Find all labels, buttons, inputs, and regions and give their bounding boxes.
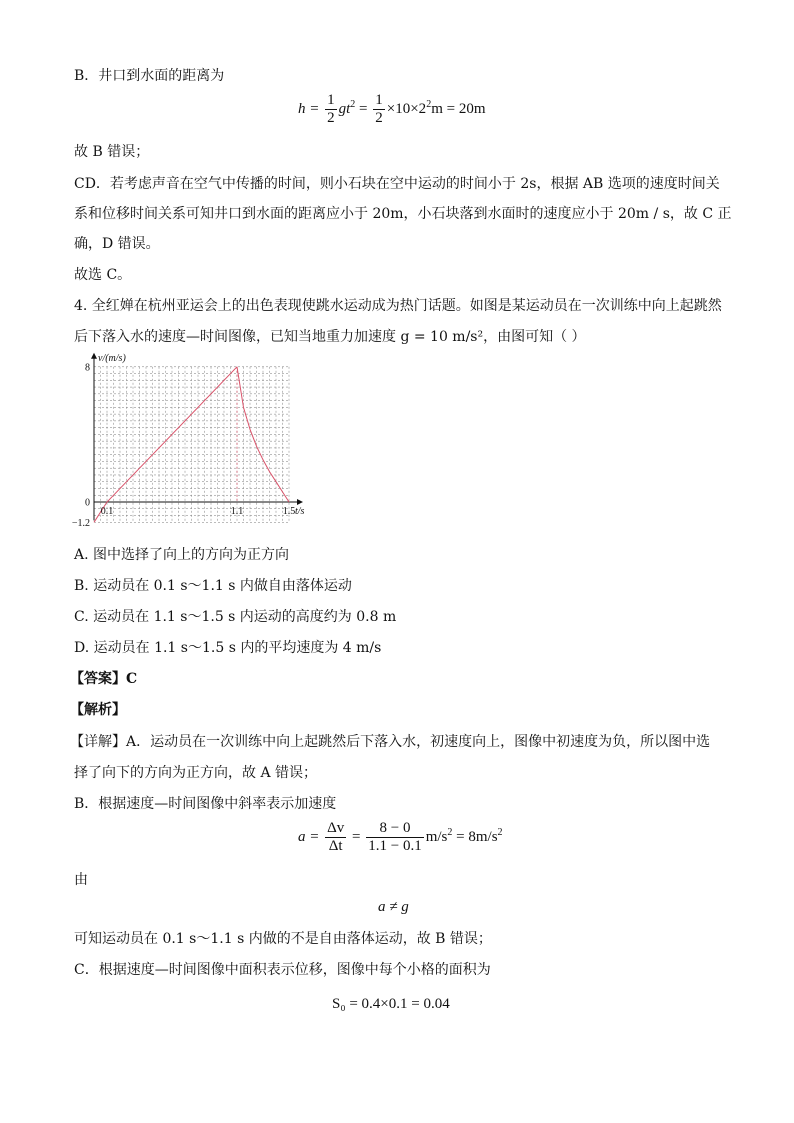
grid <box>94 367 289 522</box>
y-axis-label: v/(m/s) <box>98 352 126 364</box>
x-tick-label: 1.1 <box>230 506 244 517</box>
fraction-numerator: 1 <box>375 92 383 108</box>
text-line: CD．若考虑声音在空气中传播的时间，则小石块在空中运动的时间小于 2s，根据 AB 选项的速度时间关 <box>74 176 720 192</box>
x-axis-arrow <box>297 499 303 505</box>
fraction-denominator: Δt <box>328 838 343 854</box>
answer-label: 【答案】C <box>70 671 138 687</box>
detail-text: C．根据速度—时间图像中面积表示位移，图像中每个小格的面积为 <box>74 962 491 978</box>
question-text: 后下落入水的速度—时间图像，已知当地重力加速度 g = 10 m/s²，由图可知（ ） <box>74 329 586 345</box>
fraction <box>373 92 385 127</box>
eq-term: = 8m/s <box>452 828 498 845</box>
eq-lhs: a = <box>298 828 320 845</box>
detail-text: 可知运动员在 0.1 s～1.1 s 内做的不是自由落体运动，故 B 错误； <box>74 931 492 947</box>
exponent: 2 <box>447 826 453 838</box>
fraction-denominator: 1.1 − 0.1 <box>368 838 422 854</box>
detail-text: 择了向下的方向为正方向，故 A 错误； <box>74 765 318 781</box>
text-line: 故选 C。 <box>74 267 132 283</box>
detail-text: 由 <box>74 872 88 888</box>
fraction-numerator: Δv <box>327 820 345 836</box>
exponent: 2 <box>350 98 356 110</box>
equation-area: S₀ = 0.4×0.1 = 0.04 <box>332 996 450 1012</box>
equation-acceleration <box>298 820 503 855</box>
eq-sign: = <box>355 100 368 117</box>
exponent: 2 <box>426 98 432 110</box>
x-tick-label: 1.5 <box>282 506 296 517</box>
fraction-denominator: 2 <box>327 110 335 126</box>
text-line: 确，D 错误。 <box>74 236 160 252</box>
eq-unit: m/s <box>425 828 448 845</box>
text-line: 故 B 错误； <box>74 144 150 160</box>
option-c: C. 运动员在 1.1 s～1.5 s 内运动的高度约为 0.8 m <box>74 609 397 625</box>
exponent: 2 <box>497 826 503 838</box>
option-a: A. 图中选择了向上的方向为正方向 <box>74 547 290 563</box>
eq-term: gt <box>338 100 351 117</box>
y-tick-label: 8 <box>85 362 90 374</box>
detail-text: 【详解】A．运动员在一次训练中向上起跳然后下落入水，初速度向上，图像中初速度为负，所以图中选 <box>70 734 711 750</box>
y-tick-label: −1.2 <box>71 517 90 529</box>
fraction <box>325 92 337 127</box>
eq-unit: m = 20m <box>431 100 486 117</box>
velocity-time-graph <box>71 352 305 529</box>
analysis-label: 【解析】 <box>70 702 126 718</box>
eq-sign: = <box>348 828 361 845</box>
y-axis-arrow <box>91 353 97 359</box>
equation-height <box>298 92 485 127</box>
fraction-numerator: 1 <box>327 92 335 108</box>
fraction <box>325 820 346 855</box>
eq-term: ×10×2 <box>386 100 427 117</box>
x-axis-label: t/s <box>295 506 305 517</box>
x-tick-label: 0.1 <box>100 506 114 517</box>
text-line: B．井口到水面的距离为 <box>74 68 225 84</box>
question-text: 4. 全红婵在杭州亚运会上的出色表现使跳水运动成为热门话题。如图是某运动员在一次训练中向上起跳然 <box>74 298 722 314</box>
detail-text: B．根据速度—时间图像中斜率表示加速度 <box>74 796 337 812</box>
eq-lhs: h = <box>298 100 320 117</box>
fraction-denominator: 2 <box>375 110 383 126</box>
text-line: 系和位移时间关系可知井口到水面的距离应小于 20m，小石块落到水面时的速度应小于 20m / s，故 C 正 <box>74 206 732 222</box>
y-tick-label: 0 <box>85 497 90 509</box>
option-d: D. 运动员在 1.1 s～1.5 s 内的平均速度为 4 m/s <box>74 640 382 656</box>
fraction <box>366 820 423 855</box>
fraction-numerator: 8 − 0 <box>366 820 423 838</box>
equation-inequality: a ≠ g <box>378 899 409 915</box>
option-b: B. 运动员在 0.1 s～1.1 s 内做自由落体运动 <box>74 578 352 594</box>
